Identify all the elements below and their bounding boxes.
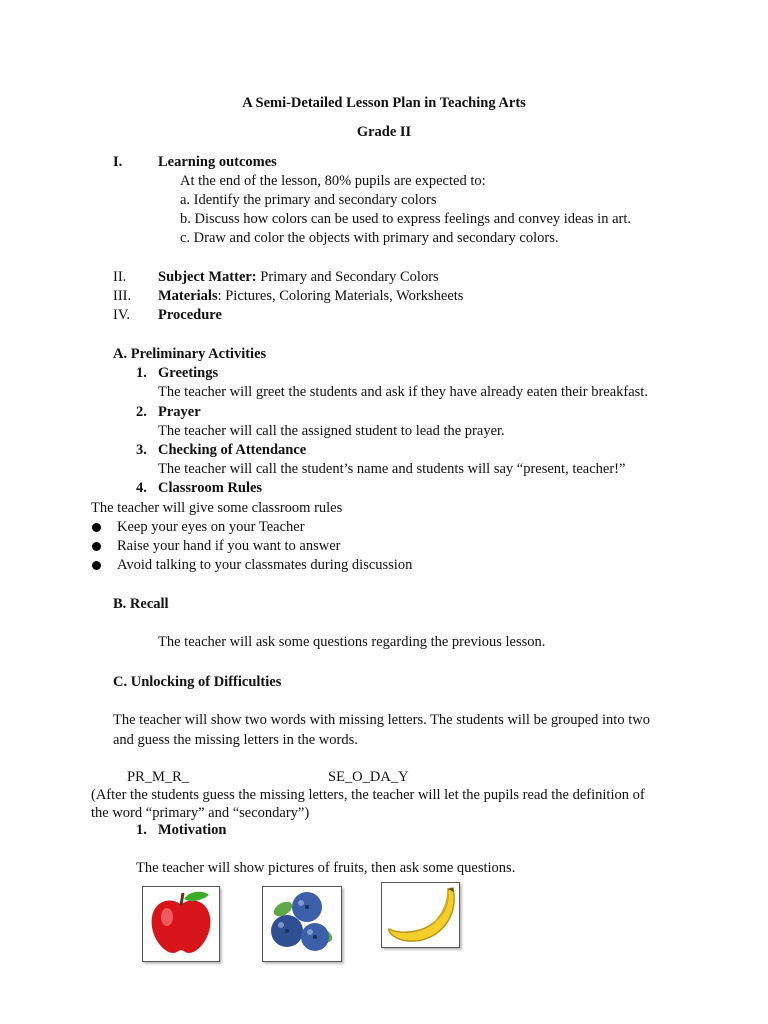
unlocking-line-1: The teacher will show two words with missing letters. The students will be grouped into two [113, 712, 650, 728]
motivation-number: 1. [136, 822, 147, 838]
preliminary-heading: A. Preliminary Activities [113, 346, 267, 362]
blueberries-image [262, 886, 342, 962]
greetings-text: The teacher will greet the students and ask if they have already eaten their breakfast. [158, 384, 648, 400]
section-1-heading: Learning outcomes [158, 154, 277, 170]
prayer-number: 2. [136, 404, 147, 420]
prayer-title: Prayer [158, 404, 201, 420]
rule-1: Keep your eyes on your Teacher [117, 519, 305, 535]
procedure-heading: Procedure [158, 307, 222, 323]
unlocking-note-2: the word “primary” and “secondary”) [91, 805, 310, 821]
section-4-number: IV. [113, 307, 131, 323]
outcomes-intro: At the end of the lesson, 80% pupils are expected to: [180, 173, 486, 189]
missing-word-1: PR_M_R_ [127, 769, 190, 785]
motivation-title: Motivation [158, 822, 227, 838]
unlocking-line-2: and guess the missing letters in the words. [113, 732, 358, 748]
document-title: A Semi-Detailed Lesson Plan in Teaching Arts [242, 95, 526, 111]
prayer-text: The teacher will call the assigned student to lead the prayer. [158, 423, 505, 439]
attendance-text: The teacher will call the student’s name and students will say “present, teacher!” [158, 461, 626, 477]
outcome-b: b. Discuss how colors can be used to express feelings and convey ideas in art. [180, 211, 631, 227]
rules-number: 4. [136, 480, 147, 496]
grade-label: Grade II [356, 124, 412, 140]
bullet-icon [92, 561, 101, 570]
subject-matter-label: Subject Matter: [158, 269, 257, 285]
outcome-a: a. Identify the primary and secondary colors [180, 192, 437, 208]
recall-text: The teacher will ask some questions regarding the previous lesson. [158, 634, 546, 650]
missing-word-2: SE_O_DA_Y [328, 769, 409, 785]
outcome-c: c. Draw and color the objects with primary and secondary colors. [180, 230, 559, 246]
section-3-line [158, 287, 463, 305]
greetings-number: 1. [136, 365, 147, 381]
section-2-line [158, 268, 439, 286]
apple-image [142, 886, 220, 962]
rules-title: Classroom Rules [158, 480, 263, 496]
unlocking-heading: C. Unlocking of Difficulties [113, 674, 282, 690]
motivation-text: The teacher will show pictures of fruits, then ask some questions. [136, 860, 516, 876]
section-3-number: III. [113, 288, 132, 304]
bullet-icon [92, 523, 101, 532]
attendance-title: Checking of Attendance [158, 442, 307, 458]
unlocking-note-1: (After the students guess the missing letters, the teacher will let the pupils read the definition of [91, 787, 645, 803]
rule-3: Avoid talking to your classmates during discussion [117, 557, 413, 573]
materials-label: Materials [158, 288, 218, 304]
section-1-number: I. [113, 154, 123, 170]
banana-image [381, 882, 460, 948]
recall-heading: B. Recall [113, 596, 169, 612]
greetings-title: Greetings [158, 365, 219, 381]
rule-2: Raise your hand if you want to answer [117, 538, 341, 554]
subject-matter-text: Primary and Secondary Colors [256, 269, 439, 285]
materials-text: : Pictures, Coloring Materials, Worksheets [217, 288, 464, 304]
attendance-number: 3. [136, 442, 147, 458]
bullet-icon [92, 542, 101, 551]
rules-intro: The teacher will give some classroom rules [91, 500, 343, 516]
section-2-number: II. [113, 269, 127, 285]
